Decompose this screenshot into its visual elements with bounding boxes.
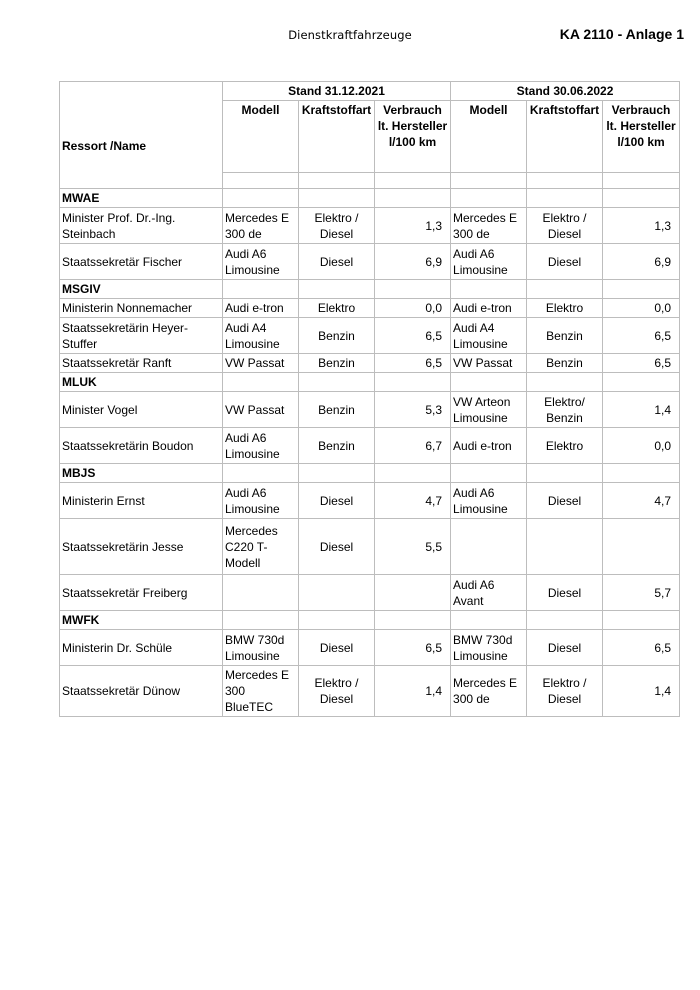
consumption-2021: 5,5 (375, 519, 451, 575)
person-name: Staatssekretärin Jesse (60, 519, 223, 575)
fuel-2022: Elektro / Diesel (527, 666, 603, 717)
fuel-2022: Diesel (527, 630, 603, 666)
consumption-2022: 0,0 (603, 428, 680, 464)
header-kraftstoff-1: Kraftstoffart (299, 101, 375, 173)
person-name: Staatssekretärin Boudon (60, 428, 223, 464)
consumption-2021: 1,3 (375, 208, 451, 244)
header-verbrauch-1: Verbrauch lt. Hersteller l/100 km (375, 101, 451, 173)
consumption-2021: 6,5 (375, 630, 451, 666)
consumption-2022: 6,9 (603, 244, 680, 280)
model-2021: Audi A6 Limousine (223, 428, 299, 464)
consumption-2021: 5,3 (375, 392, 451, 428)
model-2022: Mercedes E 300 de (451, 208, 527, 244)
model-2022: VW Arteon Limousine (451, 392, 527, 428)
header-modell-2: Modell (451, 101, 527, 173)
consumption-2021: 1,4 (375, 666, 451, 717)
model-2021: Audi A6 Limousine (223, 244, 299, 280)
consumption-2021: 6,5 (375, 354, 451, 373)
consumption-2021: 6,9 (375, 244, 451, 280)
consumption-2022 (603, 519, 680, 575)
table-row (60, 630, 680, 666)
fuel-2022: Benzin (527, 354, 603, 373)
table-body (60, 82, 680, 717)
fuel-2021: Elektro / Diesel (299, 666, 375, 717)
consumption-2021: 4,7 (375, 483, 451, 519)
fuel-2022: Elektro/ Benzin (527, 392, 603, 428)
consumption-2021 (375, 575, 451, 611)
consumption-2022: 0,0 (603, 299, 680, 318)
fuel-2021: Diesel (299, 519, 375, 575)
person-name: Staatssekretär Fischer (60, 244, 223, 280)
fuel-2021: Benzin (299, 392, 375, 428)
model-2022: Audi A6 Limousine (451, 483, 527, 519)
model-2021 (223, 575, 299, 611)
model-2022: Audi A4 Limousine (451, 318, 527, 354)
header-period-1: Stand 31.12.2021 (223, 82, 451, 101)
table-row (60, 392, 680, 428)
fuel-2021: Diesel (299, 630, 375, 666)
person-name: Staatssekretärin Heyer-Stuffer (60, 318, 223, 354)
consumption-2022: 1,3 (603, 208, 680, 244)
fuel-2021: Elektro / Diesel (299, 208, 375, 244)
header-verbrauch-2: Verbrauch lt. Hersteller l/100 km (603, 101, 680, 173)
fuel-2021: Diesel (299, 483, 375, 519)
consumption-2022: 1,4 (603, 392, 680, 428)
fuel-2022: Diesel (527, 483, 603, 519)
model-2021: Audi A4 Limousine (223, 318, 299, 354)
model-2021: Mercedes E 300 de (223, 208, 299, 244)
table-row (60, 208, 680, 244)
model-2021: Audi e-tron (223, 299, 299, 318)
vehicle-table (59, 81, 680, 717)
table-row (60, 428, 680, 464)
model-2022: Audi e-tron (451, 428, 527, 464)
fuel-2021 (299, 575, 375, 611)
table-row (60, 483, 680, 519)
fuel-2022 (527, 519, 603, 575)
model-2022: Audi A6 Avant (451, 575, 527, 611)
table-row (60, 666, 680, 717)
fuel-2022: Diesel (527, 244, 603, 280)
person-name: Ministerin Nonnemacher (60, 299, 223, 318)
person-name: Staatssekretär Dünow (60, 666, 223, 717)
model-2022: Mercedes E 300 de (451, 666, 527, 717)
header-kraftstoff-2: Kraftstoffart (527, 101, 603, 173)
table-row (60, 299, 680, 318)
person-name: Staatssekretär Freiberg (60, 575, 223, 611)
fuel-2022: Elektro / Diesel (527, 208, 603, 244)
table-row (60, 354, 680, 373)
person-name: Minister Vogel (60, 392, 223, 428)
fuel-2021: Benzin (299, 354, 375, 373)
consumption-2022: 6,5 (603, 354, 680, 373)
model-2022: Audi e-tron (451, 299, 527, 318)
consumption-2022: 5,7 (603, 575, 680, 611)
department-name: MBJS (60, 464, 223, 483)
department-name: MSGIV (60, 280, 223, 299)
consumption-2022: 1,4 (603, 666, 680, 717)
table-row (60, 318, 680, 354)
department-name: MLUK (60, 373, 223, 392)
header-modell-1: Modell (223, 101, 299, 173)
model-2022 (451, 519, 527, 575)
model-2022: BMW 730d Limousine (451, 630, 527, 666)
fuel-2022: Diesel (527, 575, 603, 611)
table-row (60, 244, 680, 280)
fuel-2022: Benzin (527, 318, 603, 354)
fuel-2021: Diesel (299, 244, 375, 280)
department-row (60, 464, 680, 483)
person-name: Ministerin Ernst (60, 483, 223, 519)
model-2021: BMW 730d Limousine (223, 630, 299, 666)
department-name: MWAE (60, 189, 223, 208)
fuel-2021: Elektro (299, 299, 375, 318)
department-row (60, 611, 680, 630)
table-row (60, 519, 680, 575)
department-row (60, 189, 680, 208)
person-name: Staatssekretär Ranft (60, 354, 223, 373)
model-2021: Mercedes E 300 BlueTEC (223, 666, 299, 717)
model-2021: Audi A6 Limousine (223, 483, 299, 519)
model-2022: Audi A6 Limousine (451, 244, 527, 280)
table-row (60, 575, 680, 611)
model-2021: Mercedes C220 T-Modell (223, 519, 299, 575)
consumption-2021: 6,7 (375, 428, 451, 464)
header-row-periods (60, 82, 680, 101)
consumption-2022: 6,5 (603, 630, 680, 666)
consumption-2022: 4,7 (603, 483, 680, 519)
fuel-2022: Elektro (527, 299, 603, 318)
department-row (60, 373, 680, 392)
person-name: Ministerin Dr. Schüle (60, 630, 223, 666)
consumption-2021: 0,0 (375, 299, 451, 318)
model-2021: VW Passat (223, 354, 299, 373)
model-2022: VW Passat (451, 354, 527, 373)
department-name: MWFK (60, 611, 223, 630)
fuel-2022: Elektro (527, 428, 603, 464)
fuel-2021: Benzin (299, 428, 375, 464)
fuel-2021: Benzin (299, 318, 375, 354)
department-row (60, 280, 680, 299)
header-period-2: Stand 30.06.2022 (451, 82, 680, 101)
header-ressort: Ressort /Name (60, 82, 223, 189)
consumption-2022: 6,5 (603, 318, 680, 354)
consumption-2021: 6,5 (375, 318, 451, 354)
document-title: Dienstkraftfahrzeuge (288, 28, 412, 42)
person-name: Minister Prof. Dr.-Ing. Steinbach (60, 208, 223, 244)
document-id: KA 2110 - Anlage 1 (559, 26, 684, 42)
model-2021: VW Passat (223, 392, 299, 428)
